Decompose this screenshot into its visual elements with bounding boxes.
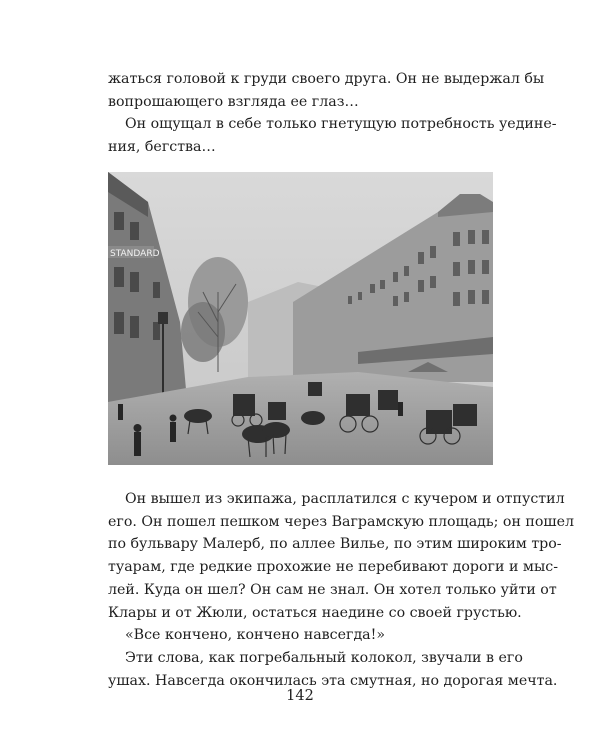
street-photograph bbox=[108, 172, 493, 465]
text-line: туарам, где редкие прохожие не перебивают дороги и мыс- bbox=[108, 559, 558, 576]
text-line: его. Он пошел пешком через Ваграмскую площадь; он пошел bbox=[108, 513, 575, 530]
text-line: Он вышел из экипажа, расплатился с кучером и отпустил bbox=[125, 491, 565, 507]
text-line: по бульвару Малерб, по аллее Вилье, по этим широким тро- bbox=[108, 536, 562, 553]
text-line: Он ощущал в себе только гнетущую потребность уедине- bbox=[125, 116, 557, 133]
text-line: Эти слова, как погребальный колокол, звучали в его bbox=[125, 649, 523, 666]
shop-sign: STANDARD bbox=[110, 249, 160, 259]
text-block-top bbox=[108, 68, 557, 159]
text-line: «Все кончено, кончено навсегда!» bbox=[125, 627, 386, 644]
text-line: жаться головой к груди своего друга. Он не выдержал бы bbox=[108, 71, 545, 87]
text-line: ушах. Навсегда окончилась эта смутная, но дорогая мечта. bbox=[108, 672, 558, 689]
text-line: лей. Куда он шел? Он сам не знал. Он хотел только уйти от bbox=[108, 581, 557, 598]
text-line: вопрошающего взгляда ее глаз… bbox=[108, 93, 359, 110]
text-block-bottom bbox=[108, 488, 575, 692]
text-line: Клары и от Жюли, остаться наедине со своей грустью. bbox=[108, 604, 522, 621]
text-line: ния, бегства… bbox=[108, 139, 216, 156]
page-number: 142 bbox=[286, 688, 314, 704]
